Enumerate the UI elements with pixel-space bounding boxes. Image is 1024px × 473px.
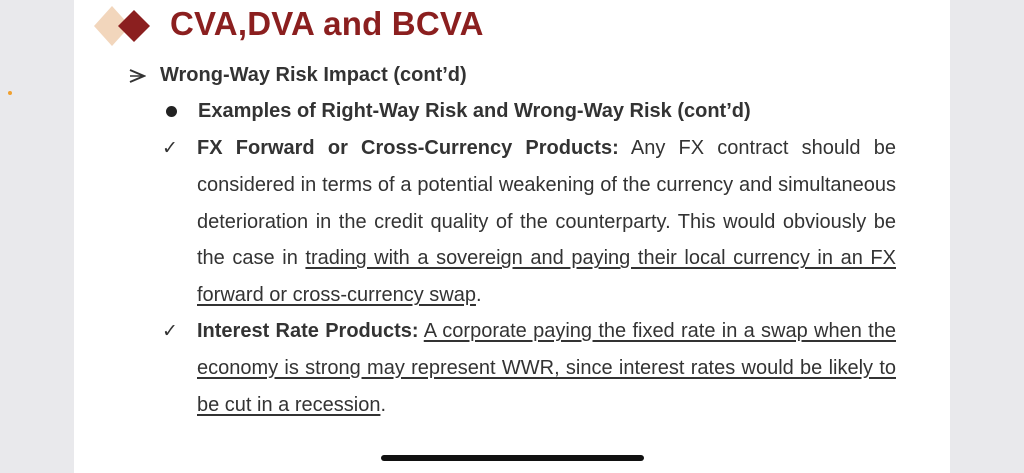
home-indicator[interactable] [381, 455, 644, 461]
item-underlined-text: A corporate paying the fixed rate in a swap when the economy is strong may represent WWR, since interest rates would be likely to be cut in a recession [197, 320, 896, 416]
stray-dot [8, 91, 12, 95]
item-fx-forward [197, 130, 896, 314]
item-heading: Interest Rate Products: [197, 320, 419, 342]
item-underlined-text: trading with a sovereign and paying their local currency in an FX forward or cross-currency swap [197, 247, 896, 307]
item-tail: . [475, 284, 482, 307]
level1-heading [128, 64, 467, 87]
arrow-bullet-icon [128, 69, 146, 83]
check-icon: ✓ [162, 138, 178, 159]
diamond-logo-icon [92, 4, 158, 48]
item-heading: FX Forward or Cross-Currency Products: [197, 137, 619, 159]
level2-label: Examples of Right-Way Risk and Wrong-Way Risk (cont’d) [198, 100, 751, 122]
check-icon: ✓ [162, 321, 178, 342]
item-interest-rate [197, 313, 896, 423]
dot-bullet-icon [166, 106, 177, 117]
item-text: Any FX contract should be considered in terms of a potential weakening of the currency and simultaneous deterioration in the credit quality of the counterparty. This would obviously be the case in [197, 137, 897, 270]
item-tail: . [380, 393, 386, 416]
level2-heading [166, 100, 751, 123]
level1-label: Wrong-Way Risk Impact (cont’d) [160, 64, 467, 86]
slide-title: CVA,DVA and BCVA [170, 5, 484, 42]
